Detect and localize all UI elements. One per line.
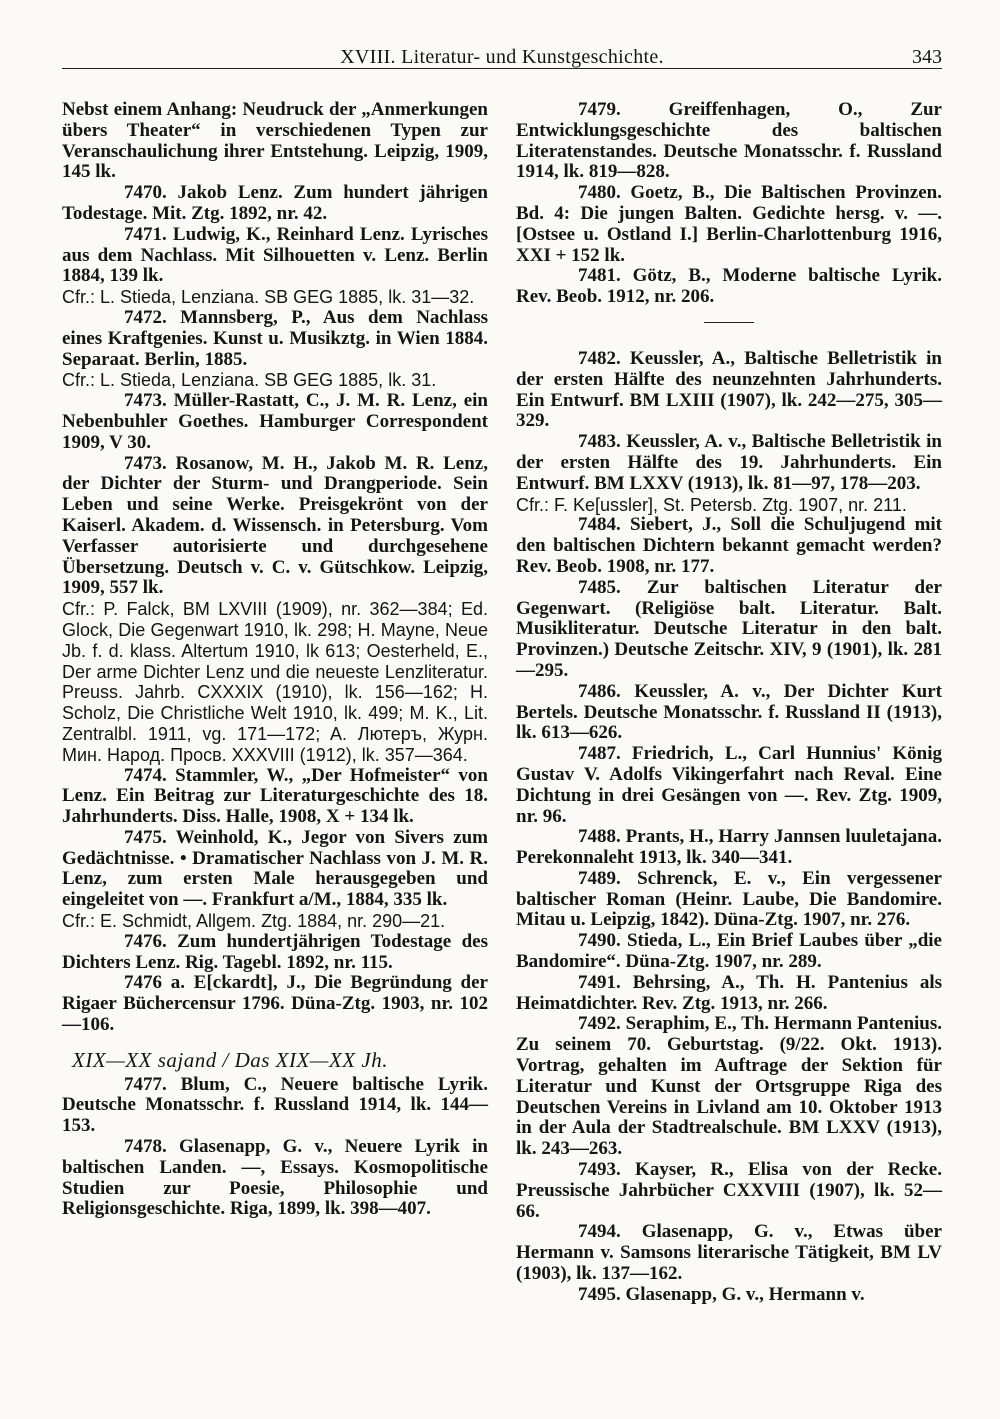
entry-text: Nebst einem Anhang: Neudruck der „Anmerkungen übers Theater“ in verschiedenen Typen zur Veranschaulichung ihrer Entstehung. Leipzig, 1909, 145 lk.: [62, 99, 488, 183]
bibliography-entry: [516, 100, 942, 183]
entry-text: 7487. Friedrich, L., Carl Hunnius' König Gustav V. Adolfs Vikingerfahrt nach Reval. Eine Dichtung in drei Gesängen von —. Rev. Ztg. 1909, nr. 96.: [516, 743, 942, 827]
entry-text: 7495. Glasenapp, G. v., Hermann v.: [578, 1283, 865, 1305]
section-divider: [704, 322, 754, 323]
bibliography-entry: [516, 1285, 942, 1306]
period-heading: [72, 1047, 488, 1072]
entry-text: 7483. Keussler, A. v., Baltische Belletristik in der ersten Hälfte des 19. Jahrhunderts. Ein Entwurf. BM LXXV (1913), lk. 81—97, 178—203.: [516, 431, 942, 494]
entry-text: 7470. Jakob Lenz. Zum hundert jährigen Todestage. Mit. Ztg. 1892, nr. 42.: [62, 182, 488, 224]
bibliography-entry: [516, 1160, 942, 1222]
entry-text: XIX—XX sajand / Das XIX—XX Jh.: [72, 1047, 388, 1072]
entry-text: 7481. Götz, B., Moderne baltische Lyrik. Rev. Beob. 1912, nr. 206.: [516, 265, 942, 308]
entry-text: Cfr.: L. Stieda, Lenziana. SB GEG 1885, lk. 31.: [62, 370, 437, 391]
bibliography-entry: [516, 682, 942, 744]
bibliography-entry: [516, 869, 942, 931]
entry-text: 7482. Keussler, A., Baltische Belletristik in der ersten Hälfte des neunzehnten Jahrhunderts. Ein Entwurf. BM LXIII (1907), lk. 242—275, 305—329.: [516, 347, 942, 432]
entry-text: Cfr.: E. Schmidt, Allgem. Ztg. 1884, nr. 290—21.: [62, 911, 446, 932]
left-column: [62, 100, 488, 1220]
bibliography-entry: [516, 432, 942, 494]
bibliography-entry: [516, 266, 942, 308]
bibliography-entry: [516, 1014, 942, 1160]
bibliography-entry: [62, 100, 488, 183]
bibliography-entry: [516, 183, 942, 266]
bibliography-entry: [62, 183, 488, 225]
entry-text: 7485. Zur baltischen Literatur der Gegenwart. (Religiöse balt. Literatur. Balt. Musikliteratur. Deutsche Literatur in den balt. Provinzen.) Deutsche Zeitschr. XIV, 9 (1901), lk. 281—295.: [516, 576, 942, 681]
bibliography-entry: [62, 308, 488, 370]
bibliography-entry: [62, 1137, 488, 1220]
running-header: [62, 38, 942, 78]
bibliography-entry: [516, 827, 942, 869]
bibliography-entry: [62, 391, 488, 453]
entry-text: 7480. Goetz, B., Die Baltischen Provinzen. Bd. 4: Die jungen Balten. Gedichte hersg. v. —. [Ostsee u. Ostland I.] Berlin-Charlottenburg 1916, XXI + 152 lk.: [516, 182, 942, 266]
section-title: XVIII. Literatur- und Kunstgeschichte.: [340, 46, 664, 68]
entry-text: Cfr.: F. Ke[ussler], St. Petersb. Ztg. 1907, nr. 211.: [516, 494, 907, 515]
entry-text: 7474. Stammler, W., „Der Hofmeister“ von Lenz. Ein Beitrag zur Literaturgeschichte des 18. Jahrhunderts. Diss. Halle, 1908, X + 134 lk.: [62, 764, 488, 828]
entry-text: 7476. Zum hundertjährigen Todestage des Dichters Lenz. Rig. Tagebl. 1892, nr. 115.: [62, 930, 488, 973]
page-number: 343: [912, 46, 942, 68]
bibliography-entry: [62, 225, 488, 287]
bibliography-entry: [62, 973, 488, 1035]
entry-text: 7473. Rosanow, M. H., Jakob M. R. Lenz, der Dichter der Sturm- und Drangperiode. Sein Leben und seine Werke. Preisgekrönt von der Kaiserl. Akadem. d. Wissensch. in Petersburg. Vom Verfasser autorisierte und durchgesehene Übersetzung. Deutsch v. C. v. Gütschkow. Leipzig, 1909, 557 lk.: [62, 452, 488, 599]
right-column: [516, 100, 942, 1306]
cfr-reference: [62, 599, 488, 765]
entry-text: 7486. Keussler, A. v., Der Dichter Kurt Bertels. Deutsche Monatsschr. f. Russland II (1913), lk. 613—626.: [516, 680, 942, 744]
entry-text: 7493. Kayser, R., Elisa von der Recke. Preussische Jahrbücher CXXVIII (1907), lk. 52—66.: [516, 1159, 942, 1222]
entry-text: 7473. Müller-Rastatt, C., J. M. R. Lenz, ein Nebenbuhler Goethes. Hamburger Correspondent 1909, V 30.: [62, 390, 488, 453]
bibliography-entry: [516, 578, 942, 682]
entry-text: 7471. Ludwig, K., Reinhard Lenz. Lyrisches aus dem Nachlass. Mit Silhouetten v. Lenz. Berlin 1884, 139 lk.: [62, 223, 488, 287]
entry-text: 7488. Prants, H., Harry Jannsen luuletajana. Perekonnaleht 1913, lk. 340—341.: [516, 826, 942, 869]
entry-text: 7492. Seraphim, E., Th. Hermann Pantenius. Zu seinem 70. Geburtstag. (9/22. Okt. 1913). Vortrag, gehalten im Auftrage der Sektion für Literatur und Kunst der Ortsgruppe Riga des Deutschen Vereins in Livland am 10. Oktober 1913 in der Aula der Stadtrealschule. BM LXXV (1913), lk. 243—263.: [516, 1013, 942, 1160]
entry-text: Cfr.: P. Falck, BM LXVIII (1909), nr. 362—384; Ed. Glock, Die Gegenwart 1910, lk. 298; H. Mayne, Neue Jb. f. d. klass. Altertum 1910, lk 613; Oesterheld, E., Der arme Dichter Lenz und die neueste Lenzliteratur. Preuss. Jahrb. CXXXIX (1910), lk. 156—162; H. Scholz, Die Christliche Welt 1910, lk. 499; M. K., Lit. Zentralbl. 1911, vg. 171—172; A. Лютеръ, Журн. Мин. Народ. Просв. XXXVIII (1912), lk. 357—364.: [62, 599, 488, 765]
cfr-reference: [516, 495, 942, 516]
bibliography-entry: [62, 1075, 488, 1137]
cfr-reference: [62, 287, 488, 308]
entry-text: 7477. Blum, C., Neuere baltische Lyrik. Deutsche Monatsschr. f. Russland 1914, lk. 144—153.: [62, 1073, 488, 1137]
cfr-reference: [62, 911, 488, 932]
cfr-reference: [62, 370, 488, 391]
bibliography-entry: [62, 766, 488, 828]
header-rule: [62, 68, 942, 69]
entry-text: 7489. Schrenck, E. v., Ein vergessener baltischer Roman (Heinr. Laube, Die Bandomire. Mitau u. Leipzig, 1842). Düna-Ztg. 1907, nr. 276.: [516, 867, 942, 931]
bibliography-entry: [516, 515, 942, 577]
entry-text: 7479. Greiffenhagen, O., Zur Entwicklungsgeschichte des baltischen Literatenstandes. Deutsche Monatsschr. f. Russland 1914, lk. 819—828.: [516, 99, 942, 183]
bibliography-entry: [62, 454, 488, 600]
entry-text: Cfr.: L. Stieda, Lenziana. SB GEG 1885, lk. 31—32.: [62, 287, 475, 308]
entry-text: 7472. Mannsberg, P., Aus dem Nachlass eines Kraftgenies. Kunst u. Musikztg. in Wien 1884. Separaat. Berlin, 1885.: [62, 306, 488, 370]
bibliography-entry: [516, 349, 942, 432]
bibliography-entry: [516, 931, 942, 973]
entry-text: 7478. Glasenapp, G. v., Neuere Lyrik in baltischen Landen. —, Essays. Kosmopolitische Studien zur Poesie, Philosophie und Religionsgeschichte. Riga, 1899, lk. 398—407.: [62, 1136, 488, 1220]
entry-text: 7475. Weinhold, K., Jegor von Sivers zum Gedächtnisse. • Dramatischer Nachlass von J. M. R. Lenz, zum ersten Male herausgegeben und eingeleitet von —. Frankfurt a/M., 1884, 335 lk.: [62, 826, 488, 911]
bibliography-entry: [62, 932, 488, 974]
entry-text: 7476 a. E[ckardt], J., Die Begründung der Rigaer Büchercensur 1796. Düna-Ztg. 1903, nr. 102—106.: [62, 972, 488, 1036]
bibliography-entry: [62, 828, 488, 911]
bibliography-entry: [516, 1222, 942, 1284]
bibliography-entry: [516, 744, 942, 827]
entry-text: 7484. Siebert, J., Soll die Schuljugend mit den baltischen Dichtern bekannt gemacht werden? Rev. Beob. 1908, nr. 177.: [516, 514, 942, 577]
entry-text: 7494. Glasenapp, G. v., Etwas über Hermann v. Samsons literarische Tätigkeit, BM LV (1903), lk. 137—162.: [516, 1221, 942, 1285]
bibliography-entry: [516, 973, 942, 1015]
entry-text: 7491. Behrsing, A., Th. H. Pantenius als Heimatdichter. Rev. Ztg. 1913, nr. 266.: [516, 971, 942, 1014]
entry-text: 7490. Stieda, L., Ein Brief Laubes über „die Bandomire“. Düna-Ztg. 1907, nr. 289.: [516, 930, 942, 973]
